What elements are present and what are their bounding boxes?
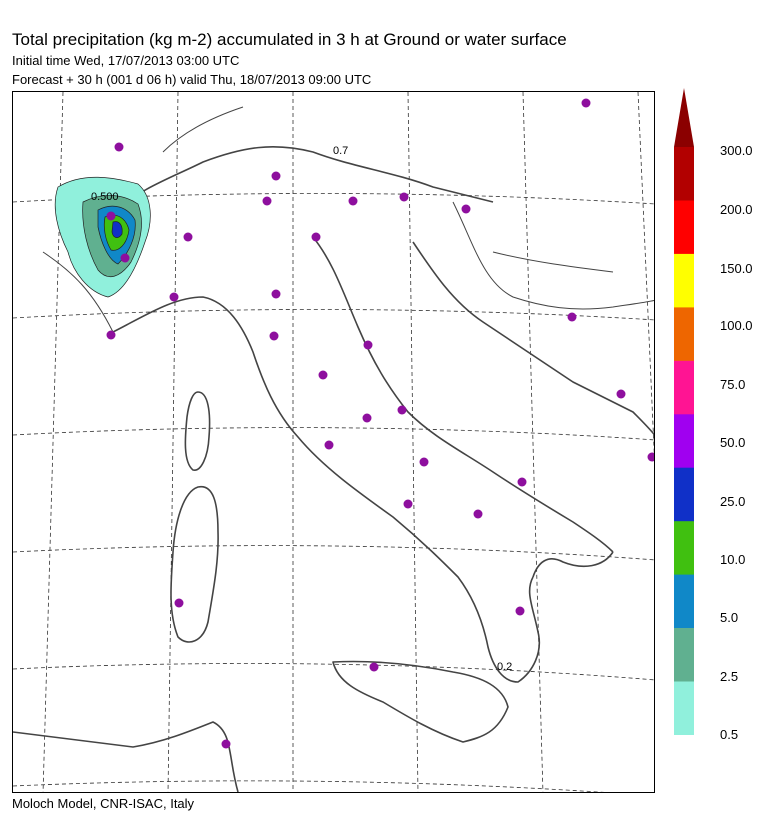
- city-marker: [270, 332, 279, 341]
- city-marker: [617, 390, 626, 399]
- city-marker: [398, 406, 407, 415]
- colorbar-label: 300.0: [720, 143, 753, 158]
- city-marker: [319, 371, 328, 380]
- colorbar-swatch: [674, 628, 694, 682]
- precipitation-colorbar: [674, 88, 694, 735]
- colorbar-label: 10.0: [720, 552, 746, 567]
- city-marker: [582, 99, 591, 108]
- chart-title: Total precipitation (kg m-2) accumulated in 3 h at Ground or water surface: [12, 30, 567, 49]
- precipitation-map: [12, 91, 655, 793]
- colorbar-label: 25.0: [720, 494, 746, 509]
- city-markers: [107, 99, 656, 749]
- colorbar-label: 150.0: [720, 261, 753, 276]
- colorbar-swatch: [674, 521, 694, 575]
- contour-label: 0.500: [91, 191, 119, 203]
- city-marker: [364, 341, 373, 350]
- city-marker: [175, 599, 184, 608]
- initial-time-label: Initial time Wed, 17/07/2013 03:00 UTC: [12, 53, 240, 68]
- city-marker: [648, 453, 656, 462]
- colorbar-swatch: [674, 414, 694, 468]
- colorbar-top-arrow: [674, 88, 694, 147]
- city-marker: [568, 313, 577, 322]
- colorbar-swatch: [674, 361, 694, 415]
- colorbar-swatch: [674, 254, 694, 308]
- colorbar-swatch: [674, 682, 694, 736]
- city-marker: [184, 233, 193, 242]
- colorbar-label: 200.0: [720, 202, 753, 217]
- city-marker: [272, 172, 281, 181]
- city-marker: [312, 233, 321, 242]
- city-marker: [115, 143, 124, 152]
- forecast-valid-label: Forecast + 30 h (001 d 06 h) valid Thu, 18/07/2013 09:00 UTC: [12, 72, 372, 87]
- colorbar-swatch: [674, 201, 694, 255]
- city-marker: [349, 197, 358, 206]
- model-credit: Moloch Model, CNR-ISAC, Italy: [12, 796, 195, 811]
- colorbar-swatch: [674, 468, 694, 522]
- city-marker: [516, 607, 525, 616]
- colorbar-swatch: [674, 147, 694, 201]
- city-marker: [222, 740, 231, 749]
- colorbar-label: 100.0: [720, 318, 753, 333]
- city-marker: [107, 212, 116, 221]
- city-marker: [370, 663, 379, 672]
- city-marker: [404, 500, 413, 509]
- colorbar-label: 0.5: [720, 727, 739, 742]
- city-marker: [400, 193, 409, 202]
- city-marker: [170, 293, 179, 302]
- colorbar-label: 2.5: [720, 669, 739, 684]
- contour-label: 0.7: [333, 145, 349, 157]
- city-marker: [363, 414, 372, 423]
- city-marker: [325, 441, 334, 450]
- city-marker: [272, 290, 281, 299]
- city-marker: [420, 458, 429, 467]
- colorbar-label: 5.0: [720, 610, 739, 625]
- city-marker: [474, 510, 483, 519]
- city-marker: [263, 197, 272, 206]
- city-marker: [462, 205, 471, 214]
- city-marker: [518, 478, 527, 487]
- map-canvas: [13, 92, 655, 793]
- colorbar-label: 50.0: [720, 435, 746, 450]
- city-marker: [107, 331, 116, 340]
- colorbar-swatch: [674, 307, 694, 361]
- colorbar-label: 75.0: [720, 377, 746, 392]
- colorbar-swatch: [674, 575, 694, 629]
- contour-label: 0.2: [497, 661, 513, 673]
- city-marker: [121, 254, 130, 263]
